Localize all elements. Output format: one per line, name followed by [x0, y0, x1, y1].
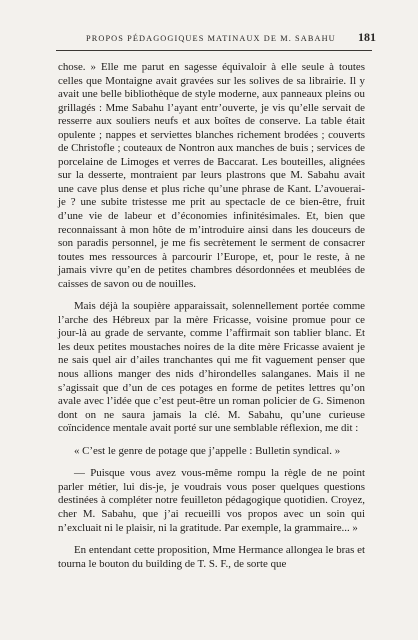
paragraph-4: — Puisque vous avez vous-même rompu la règle de ne point parler métier, lui dis-je, je voudrais vous poser quelques questions destinées à compléter notre feuilleton pédagogique quotidien. Croyez, cher M. Sabahu, que j’ai recueilli vos propos avec un soin qui n’excluait ni le plaisir, ni la gratitude. Par exemple, la grammaire... » — [58, 467, 365, 534]
paragraph-1: chose. » Elle me parut en sagesse équivaloir à elle seule à toutes celles que Montaigne avait gravées sur les solives de sa librairie. Il y avait une belle bibliothèque de style moderne, aux panneaux pleins ou grillagés : Mme Sabahu l’ayant entr’ouverte, je vis qu’elle servait de resserre aux souliers neufs et aux boîtes de conserve. La table était opulente ; nappes et serviettes blanches richement brodées ; couverts de Christofle ; couteaux de Nontron aux manches de buis ; services de porcelaine de Limoges et verres de Baccarat. Les bouteilles, alignées sur la desserte, montraient par leurs plastrons que M. Sabahu avait une cave plus dense et plus riche qu’une phrase de Kant. L’avouerai-je ? une subite tristesse me prit au spectacle de ce bien-être, fruit d’une vie de labeur et d’économies infinitésimales. Et, bien que reconnaissant à mon hôte de m’introduire ainsi dans les douceurs de son paradis personnel, je me fis secrètement le serment de consacrer toutes mes ressources à parcourir l’Europe, et, pour le reste, à ne jamais vivre qu’en de petites chambres désordonnées et meublées de caisses de savon ou de nouilles. — [58, 61, 365, 290]
header-rule — [56, 50, 372, 51]
page-number: 181 — [358, 30, 376, 44]
running-head: PROPOS PÉDAGOGIQUES MATINAUX DE M. SABAHU — [86, 34, 336, 43]
paragraph-2: Mais déjà la soupière apparaissait, solennellement portée comme l’arche des Hébreux par la mère Fricasse, voisine promue pour ce jour-là au grade de servante, comme l’affirmait son tablier blanc. Et les deux petites moustaches noires de la dite mère Fricasse avaient je ne sais quel air d’ailes tranchantes qui me fit vaguement penser que nous allions manger des nids d’hirondelles salanganes. Mais il ne s’agissait que d’un de ces potages en forme de petites lettres qu’on avale avec l’idée que c’est peut-être un roman policier de G. Simenon dont on ne saura jamais la clé. M. Sabahu, qu’une curieuse coïncidence mentale avait porté sur une semblable réflexion, me dit : — [58, 300, 365, 435]
body-text — [58, 61, 365, 580]
paragraph-3: « C’est le genre de potage que j’appelle : Bulletin syndical. » — [74, 444, 341, 457]
page-header — [56, 30, 376, 48]
paragraph-5: En entendant cette proposition, Mme Hermance allongea le bras et tourna le bouton du building de T. S. F., de sorte que — [58, 544, 365, 570]
